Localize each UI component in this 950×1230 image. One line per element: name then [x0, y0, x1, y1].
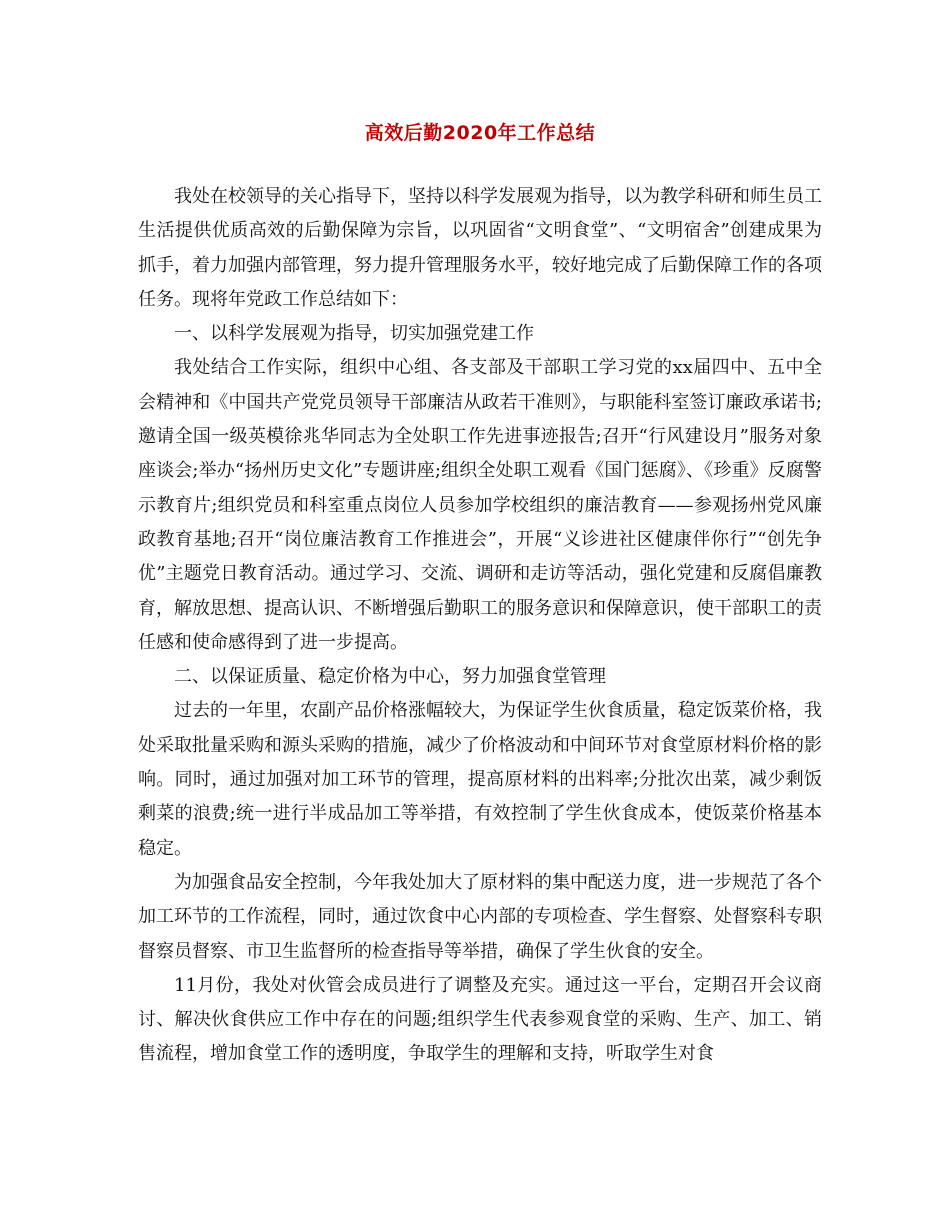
- section-heading-2: 二、以保证质量、稳定价格为中心，努力加强食堂管理: [174, 666, 606, 688]
- section-heading-1: 一、以科学发展观为指导，切实加强党建工作: [174, 323, 534, 345]
- paragraph-food-safety: 为加强食品安全控制，今年我处加大了原材料的集中配送力度，进一步规范了各个加工环节的工作流程，同时，通过饮食中心内部的专项检查、学生督察、处督察科专职督察员督察、市卫生监督所的检查指导等举措，确保了学生伙食的安全。: [138, 871, 822, 962]
- paragraph-committee: 11月份，我处对伙管会成员进行了调整及充实。通过这一平台，定期召开会议商讨、解决伙食供应工作中存在的问题;组织学生代表参观食堂的采购、生产、加工、销售流程，增加食堂工作的透明度，争取学生的理解和支持，听取学生对食: [138, 974, 822, 1065]
- paragraph-intro: 我处在校领导的关心指导下，坚持以科学发展观为指导，以为教学科研和师生员工生活提供优质高效的后勤保障为宗旨，以巩固省“文明食堂”、“文明宿舍”创建成果为抓手，着力加强内部管理，努力提升管理服务水平，较好地完成了后勤保障工作的各项任务。现将年党政工作总结如下：: [138, 186, 822, 310]
- paragraph-canteen-price: 过去的一年里，农副产品价格涨幅较大，为保证学生伙食质量，稳定饭菜价格，我处采取批量采购和源头采购的措施，减少了价格波动和中间环节对食堂原材料价格的影响。同时，通过加强对加工环节的管理，提高原材料的出料率;分批次出菜，减少剩饭剩菜的浪费;统一进行半成品加工等举措，有效控制了学生伙食成本，使饭菜价格基本稳定。: [138, 700, 822, 859]
- document-title: 高效后勤2020年工作总结: [364, 122, 596, 144]
- paragraph-party-building: 我处结合工作实际，组织中心组、各支部及干部职工学习党的xx届四中、五中全会精神和《中国共产党党员领导干部廉洁从政若干准则》，与职能科室签订廉政承诺书;邀请全国一级英模徐兆华同志为全处职工作先进事迹报告;召开“行风建设月”服务对象座谈会;举办“扬州历史文化”专题讲座;组织全处职工观看《国门惩腐》、《珍重》反腐警示教育片;组织党员和科室重点岗位人员参加学校组织的廉洁教育——参观扬州党风廉政教育基地;召开“岗位廉洁教育工作推进会”，开展“义诊进社区健康伴你行”“创先争优”主题党日教育活动。通过学习、交流、调研和走访等活动，强化党建和反腐倡廉教育，解放思想、提高认识、不断增强后勤职工的服务意识和保障意识，使干部职工的责任感和使命感得到了进一步提高。: [138, 357, 822, 653]
